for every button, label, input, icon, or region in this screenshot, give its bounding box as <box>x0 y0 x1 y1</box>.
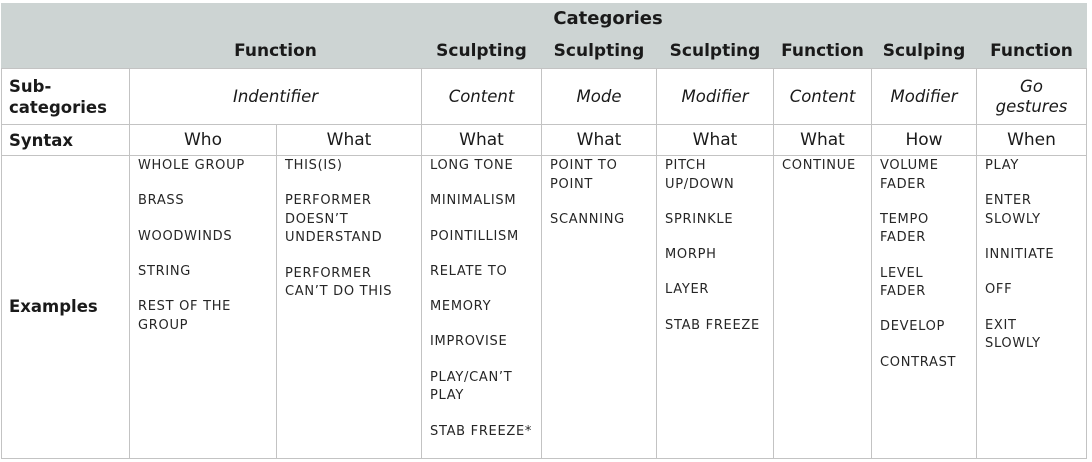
example-word: SLOWLY <box>985 336 1041 352</box>
example-word: UP/DOWN <box>665 176 735 192</box>
example-word: PERFORMER <box>285 265 372 281</box>
example-word: DO <box>333 284 355 300</box>
subcategory-go-gestures: Go gestures <box>995 76 1068 116</box>
example-item <box>430 263 539 282</box>
example-word: SCANNING <box>550 211 625 227</box>
example-item <box>782 157 869 176</box>
example-word: STAB <box>665 317 701 333</box>
examples-function-content-list <box>782 157 869 176</box>
example-item <box>880 211 966 248</box>
category-sculping-modifier: Sculping <box>872 34 977 69</box>
example-word: TONE <box>474 158 514 173</box>
syntax-what-mode: What <box>542 125 657 156</box>
example-word: LONG <box>430 158 470 173</box>
example-word: GROUP <box>194 158 245 173</box>
examples-what-list <box>285 157 419 302</box>
example-word: LAYER <box>665 282 710 298</box>
syntax-how: How <box>872 125 977 156</box>
example-word: INNITIATE <box>985 247 1055 263</box>
subcategories-row <box>2 69 1087 125</box>
example-item <box>138 192 263 211</box>
example-word: SPRINKLE <box>665 211 734 227</box>
category-sculpting-content: Sculpting <box>422 34 542 69</box>
subcategory-go-gestures-cell <box>977 69 1087 125</box>
subcategory-content-function: Content <box>774 69 872 125</box>
category-sculpting-modifier: Sculpting <box>657 34 774 69</box>
example-word: POINTILLISM <box>430 228 519 244</box>
examples-content-cell <box>422 156 542 459</box>
example-item <box>285 265 405 302</box>
example-word: WOODWINDS <box>138 228 233 244</box>
example-word: MEMORY <box>430 299 492 315</box>
categories-heading: Categories <box>130 4 1087 34</box>
subcategory-content: Content <box>422 69 542 125</box>
example-word: FADER <box>880 284 926 300</box>
example-word: FREEZE <box>705 317 760 333</box>
example-word: THIS(IS) <box>285 158 343 173</box>
header-corner-cell <box>2 4 130 69</box>
example-word: PLAY <box>430 388 465 404</box>
syntax-what-identifier: What <box>277 125 422 156</box>
subcategory-modifier-sculping: Modifier <box>872 69 977 125</box>
example-word: FADER <box>880 230 926 246</box>
example-item <box>985 281 1065 300</box>
syntax-who: Who <box>130 125 277 156</box>
example-item <box>550 157 645 194</box>
example-word: MINIMALISM <box>430 193 517 209</box>
examples-modifier-list <box>665 157 771 335</box>
example-item <box>430 423 539 442</box>
example-word: PLAY <box>985 158 1020 173</box>
category-labels-row <box>2 34 1087 69</box>
category-function-go-gestures: Function <box>977 34 1087 69</box>
example-item <box>665 317 771 336</box>
example-word: FADER <box>880 176 926 192</box>
example-item <box>138 263 263 282</box>
example-item <box>985 246 1065 265</box>
example-word: LEVEL <box>880 265 924 281</box>
example-word: PITCH <box>665 158 707 173</box>
example-item <box>285 157 405 176</box>
example-word: BRASS <box>138 193 185 209</box>
example-item <box>430 298 539 317</box>
syntax-row <box>2 125 1087 156</box>
example-word: STRING <box>138 263 192 279</box>
example-word: PERFORMER <box>285 193 372 209</box>
example-item <box>665 211 771 230</box>
example-word: PLAY/CAN’T <box>430 369 513 385</box>
example-word: CONTRAST <box>880 354 957 370</box>
syntax-what-function-content: What <box>774 125 872 156</box>
examples-what-cell <box>277 156 422 459</box>
example-word: OFF <box>985 282 1013 298</box>
examples-who-list <box>138 157 274 335</box>
example-word: TO <box>597 158 618 173</box>
example-word: OF <box>179 299 199 315</box>
example-item <box>985 317 1065 354</box>
example-item <box>880 354 966 373</box>
category-function-identifier: Function <box>130 34 422 69</box>
syntax-what-content: What <box>422 125 542 156</box>
examples-how-cell <box>872 156 977 459</box>
example-item <box>880 157 966 194</box>
example-item <box>665 281 771 300</box>
example-item <box>285 192 405 248</box>
examples-content-list <box>430 157 539 441</box>
example-word: TEMPO <box>880 211 929 227</box>
example-word: FREEZE* <box>470 423 533 439</box>
example-item <box>880 318 966 337</box>
example-item <box>880 265 966 302</box>
example-word: CAN’T <box>285 284 329 300</box>
syntax-what-modifier: What <box>657 125 774 156</box>
example-word: RELATE <box>430 263 484 279</box>
example-item <box>430 157 539 176</box>
example-word: WHOLE <box>138 158 190 173</box>
examples-mode-list <box>550 157 654 229</box>
example-item <box>665 157 771 194</box>
example-word: POINT <box>550 158 594 173</box>
category-sculpting-mode: Sculpting <box>542 34 657 69</box>
example-item <box>985 157 1065 176</box>
subcategories-label: Sub-categories <box>2 69 130 125</box>
example-word: GROUP <box>138 317 189 333</box>
examples-row <box>2 156 1087 459</box>
example-word: POINT <box>550 176 594 192</box>
example-word: EXIT <box>985 317 1017 333</box>
example-item <box>550 211 645 230</box>
example-item <box>430 192 539 211</box>
example-word: THIS <box>359 284 393 300</box>
examples-when-list <box>985 157 1084 354</box>
example-word: TO <box>487 263 508 279</box>
subcategory-mode: Mode <box>542 69 657 125</box>
categories-header-row <box>2 4 1087 34</box>
example-word: IMPROVISE <box>430 334 508 350</box>
syntax-label: Syntax <box>2 125 130 156</box>
example-word: VOLUME <box>880 158 939 173</box>
example-item <box>430 333 539 352</box>
subcategory-identifier: Indentifier <box>130 69 422 125</box>
example-item <box>430 369 539 406</box>
examples-who-cell <box>130 156 277 459</box>
gesture-categories-table <box>1 3 1087 459</box>
example-item <box>430 228 539 247</box>
example-item <box>138 228 263 247</box>
examples-label: Examples <box>2 156 130 459</box>
example-word: REST <box>138 299 175 315</box>
example-item <box>985 192 1065 229</box>
examples-function-content-cell <box>774 156 872 459</box>
example-word: MORPH <box>665 247 717 263</box>
example-word: THE <box>203 299 232 315</box>
example-word: DEVELOP <box>880 319 946 335</box>
example-word: ENTER <box>985 193 1032 209</box>
example-word: SLOWLY <box>985 211 1041 227</box>
examples-modifier-cell <box>657 156 774 459</box>
example-item <box>665 246 771 265</box>
examples-when-cell <box>977 156 1087 459</box>
example-word: UNDERSTAND <box>285 230 383 246</box>
examples-mode-cell <box>542 156 657 459</box>
example-item <box>138 298 263 335</box>
example-word: DOESN’T <box>285 211 349 227</box>
example-word: CONTINUE <box>782 158 856 173</box>
example-item <box>138 157 263 176</box>
syntax-when: When <box>977 125 1087 156</box>
example-word: STAB <box>430 423 466 439</box>
subcategory-modifier: Modifier <box>657 69 774 125</box>
category-function-content: Function <box>774 34 872 69</box>
examples-how-list <box>880 157 974 372</box>
